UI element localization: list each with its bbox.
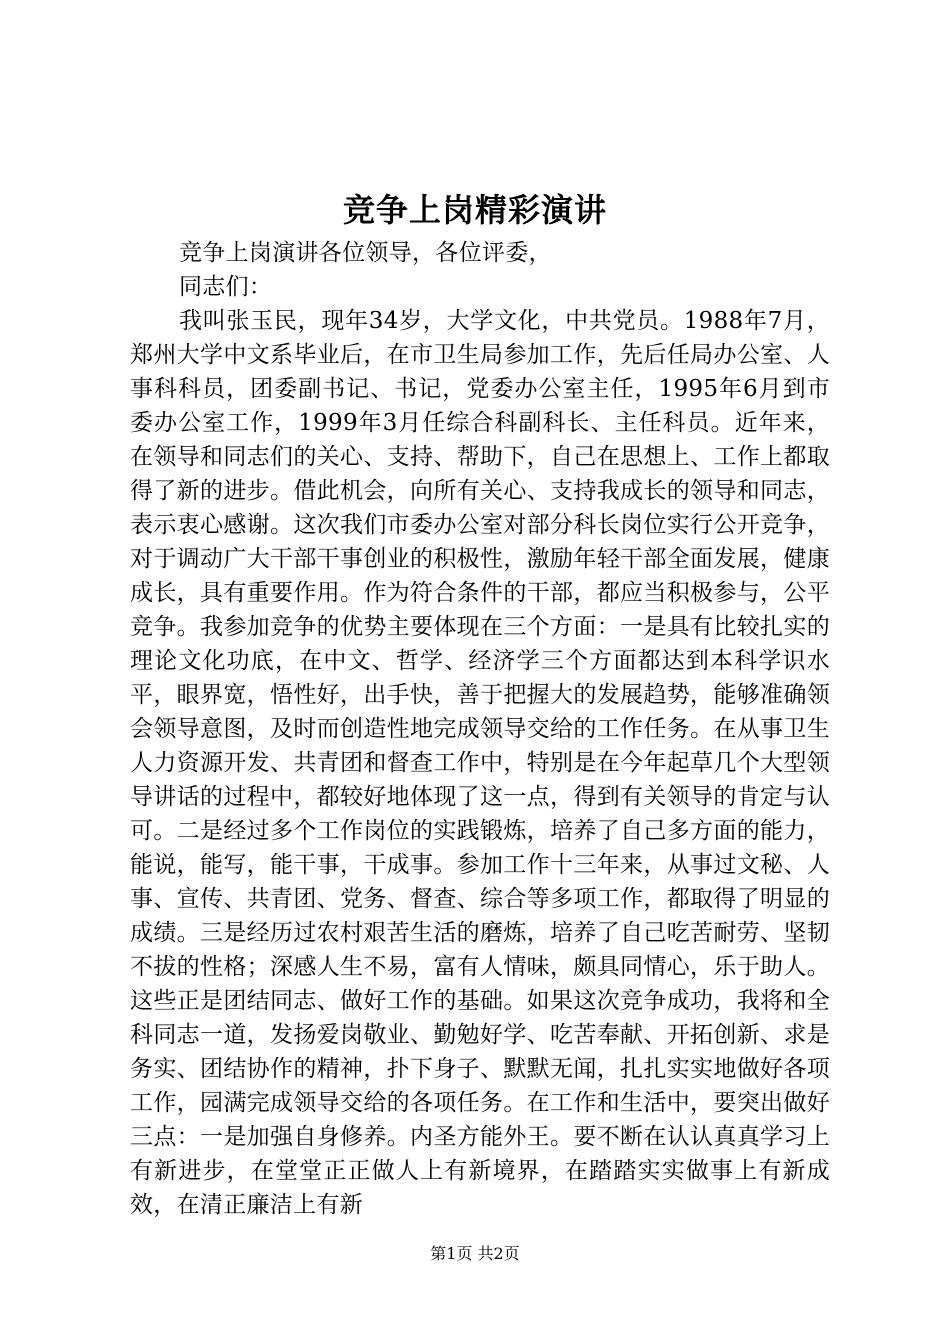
document-title: 竞争上岗精彩演讲 — [342, 191, 607, 229]
salutation-line: 竞争上岗演讲各位领导，各位评委， — [179, 240, 552, 266]
speech-paragraph: 我叫张玉民，现年34岁，大学文化，中共党员。1988年7月，郑州大学中文系毕业后，在市卫生局参加工作，先后任局办公室、人事科科员，团委副书记、书记，党委办公室主任，1995年6月到市委办公室工作，1999年3月任综合科副科长、主任科员。近年来，在领导和同志们的关心、支持、帮助下，自己在思想上、工作上都取得了新的进步。借此机会，向所有关心、支持我成长的领导和同志，表示衷心感谢。这次我们市委办公室对部分科长岗位实行公开竞争，对于调动广大干部干事创业的积极性，激励年轻干部全面发展，健康成长，具有重要作用。作为符合条件的干部，都应当积极参与，公平竞争。我参加竞争的优势主要体现在三个方面：一是具有比较扎实的理论文化功底，在中文、哲学、经济学三个方面都达到本科学识水平，眼界宽，悟性好，出手快，善于把握大的发展趋势，能够准确领会领导意图，及时而创造性地完成领导交给的工作任务。在从事卫生人力资源开发、共青团和督查工作中，特别是在今年起草几个大型领导讲话的过程中，都较好地体现了这一点，得到有关领导的肯定与认可。二是经过多个工作岗位的实践锻炼，培养了自己多方面的能力，能说，能写，能干事，干成事。参加工作十三年来，从事过文秘、人事、宣传、共青团、党务、督查、综合等多项工作，都取得了明显的成绩。三是经历过农村艰苦生活的磨炼，培养了自己吃苦耐劳、坚韧不拔的性格；深感人生不易，富有人情味，颇具同情心，乐于助人。这些正是团结同志、做好工作的基础。如果这次竞争成功，我将和全科同志一道，发扬爱岗敬业、勤勉好学、吃苦奉献、开拓创新、求是务实、团结协作的精神，扑下身子、默默无闻，扎扎实实地做好各项工作，园满完成领导交给的各项任务。在工作和生活中，要突出做好三点：一是加强自身修养。内圣方能外王。要不断在认认真真学习上有新进步，在堂堂正正做人上有新境界，在踏踏实实做事上有新成效，在清正廉洁上有新 — [130, 308, 830, 1218]
page-number-footer: 第1页 共2页 — [430, 1244, 520, 1263]
salutation-continuation: 同志们： — [179, 274, 273, 300]
document-body — [130, 236, 830, 1222]
